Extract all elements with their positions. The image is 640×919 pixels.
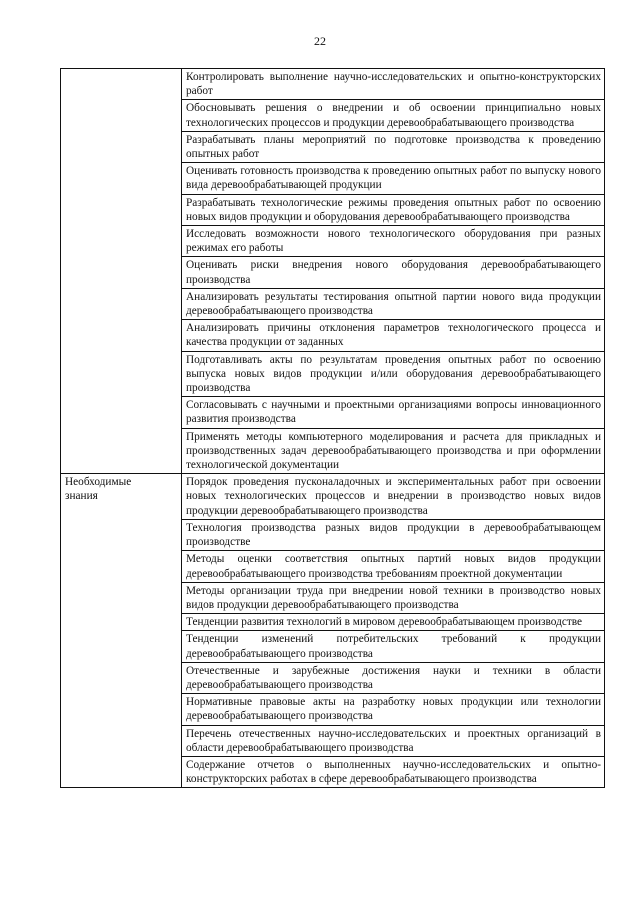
requirement-item: Контролировать выполнение научно-исследовательских и опытно-конструкторских работ [182,69,605,100]
requirement-item: Порядок проведения пусконаладочных и экспериментальных работ при освоении новых технологических процессов и внедрении в производство новых видов продукции деревообрабатывающего производства [182,474,605,520]
requirement-item: Анализировать причины отклонения параметров технологического процесса и качества продукции от заданных [182,320,605,351]
requirement-item: Тенденции изменений потребительских требований к продукции деревообрабатывающего производства [182,631,605,662]
requirement-item: Оценивать риски внедрения нового оборудования деревообрабатывающего производства [182,257,605,288]
requirement-item: Разрабатывать планы мероприятий по подготовке производства к проведению опытных работ [182,131,605,162]
requirements-table-body [61,69,605,788]
section-label: Необходимые знания [65,476,132,503]
requirement-item: Методы организации труда при внедрении новой техники в производство новых видов продукции деревообрабатывающего производства [182,582,605,613]
table-row [61,474,605,520]
requirement-item: Анализировать результаты тестирования опытной партии нового вида продукции деревообрабатывающего производства [182,288,605,319]
requirement-item: Перечень отечественных научно-исследовательских и проектных организаций в области деревообрабатывающего производства [182,725,605,756]
requirement-item: Исследовать возможности нового технологического оборудования при разных режимах его работы [182,226,605,257]
requirement-item: Применять методы компьютерного моделирования и расчета для прикладных и производственных задач деревообрабатывающего производства и при оформлении технологической документации [182,428,605,474]
requirement-item: Оценивать готовность производства к проведению опытных работ по выпуску нового вида деревообрабатывающей продукции [182,163,605,194]
requirement-item: Подготавливать акты по результатам проведения опытных работ по освоению выпуска новых видов продукции и/или оборудования деревообрабатывающего производства [182,351,605,397]
table-row [61,69,605,100]
page-number: 22 [314,34,326,48]
requirement-item: Нормативные правовые акты на разработку новых продукции или технологии деревообрабатывающего производства [182,694,605,725]
requirement-item: Технология производства разных видов продукции в деревообрабатывающем производстве [182,519,605,550]
requirement-item: Содержание отчетов о выполненных научно-исследовательских и опытно-конструкторских работах в сфере деревообрабатывающего производства [182,756,605,787]
requirement-item: Тенденции развития технологий в мировом деревообрабатывающем производстве [182,614,605,631]
section-label-cell [61,69,182,474]
requirement-item: Согласовывать с научными и проектными организациями вопросы инновационного развития производства [182,397,605,428]
requirement-item: Обосновывать решения о внедрении и об освоении принципиально новых технологических процессов и продукции деревообрабатывающего производства [182,100,605,131]
section-label-cell [61,474,182,788]
requirement-item: Разрабатывать технологические режимы проведения опытных работ по освоению новых видов продукции и оборудования деревообрабатывающего производства [182,194,605,225]
requirements-table [60,68,605,788]
requirement-item: Отечественные и зарубежные достижения науки и техники в области деревообрабатывающего производства [182,662,605,693]
requirement-item: Методы оценки соответствия опытных партий новых видов продукции деревообрабатывающего производства требованиям проектной документации [182,551,605,582]
